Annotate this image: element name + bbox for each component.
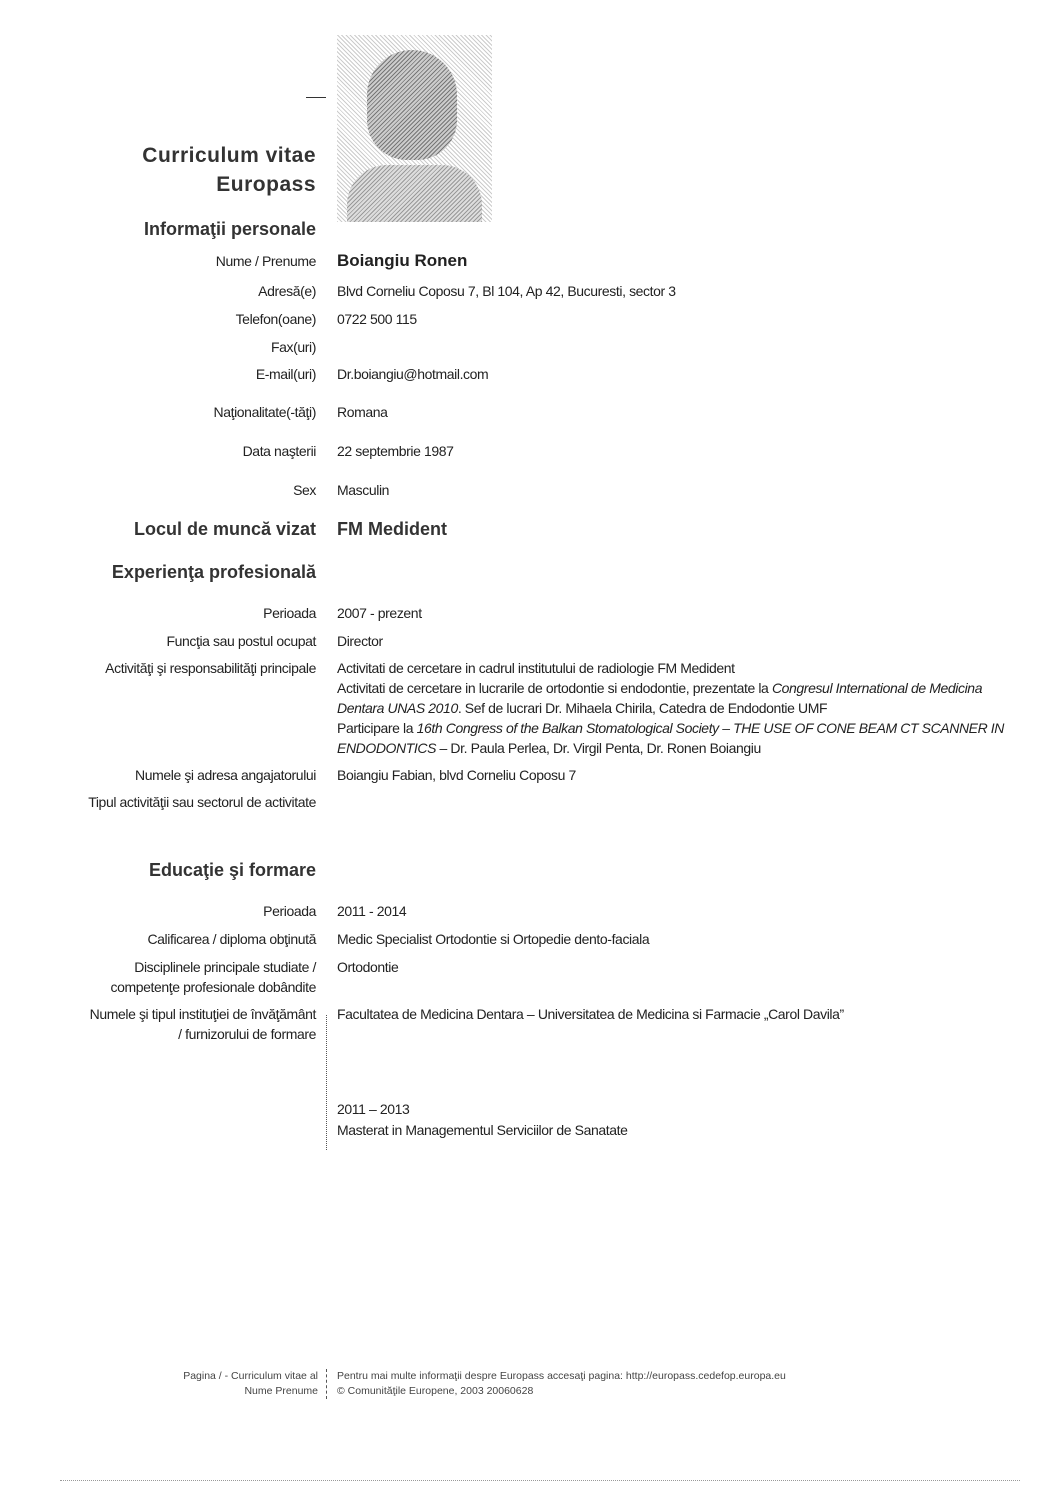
label-address: Adresă(e) [258,283,316,299]
label-institution [90,1004,316,1044]
value-position: Director [337,633,383,649]
label-institution-2: / furnizorului de formare [178,1026,316,1042]
activity-3-congress: 16th Congress of the Balkan Stomatological Society – THE USE OF CONE BEAM CT SCANNER IN ENDODONTICS [337,720,1004,756]
value-exp-period: 2007 - prezent [337,605,422,621]
value-edu-period: 2011 - 2014 [337,903,407,919]
label-exp-period: Perioada [263,605,316,621]
label-activities: Activităţi şi responsabilităţi principale [105,660,316,676]
value-job: FM Medident [337,519,447,539]
value-disciplines: Ortodontie [337,959,399,975]
value-sex: Masculin [337,482,390,498]
section-education: Educaţie şi formare [148,860,316,880]
activity-3 [337,718,1017,758]
activity-3-authors: – Dr. Paula Perlea, Dr. Virgil Penta, Dr. Ronen Boiangiu [436,740,761,756]
value-nationality: Romana [337,404,388,420]
value-address: Blvd Corneliu Coposu 7, Bl 104, Ap 42, Bucuresti, sector 3 [337,283,676,299]
value-phone: 0722 500 115 [337,311,417,327]
profile-photo [337,35,492,222]
footer-right [337,1369,786,1399]
label-sector: Tipul activităţii sau sectorul de activitate [88,794,316,810]
value-email[interactable]: Dr.boiangiu@hotmail.com [337,366,489,382]
label-disciplines-2: competenţe profesionale dobândite [110,979,316,995]
footer-info-link[interactable]: Pentru mai multe informaţii despre Europass accesaţi pagina: http://europass.cedefop.europa.eu [337,1370,786,1382]
column-divider [326,1015,327,1150]
value-period-2: 2011 – 2013 [337,1101,410,1117]
cv-subtitle: Europass [216,173,316,196]
section-experience: Experienţa profesională [111,562,316,582]
activity-2-text: Activitati de cercetare in lucrarile de ortodontie si endodontie, prezentate la [337,680,772,696]
label-qualification: Calificarea / diploma obţinută [147,931,316,947]
section-personal: Informaţii personale [143,219,316,239]
label-fax: Fax(uri) [270,339,316,355]
divider [306,97,326,98]
value-qualification-2: Masterat in Managementul Serviciilor de Sanatate [337,1122,628,1138]
label-disciplines-1: Disciplinele principale studiate / [134,959,316,975]
label-disciplines [110,957,316,997]
label-position: Funcţia sau postul ocupat [166,633,316,649]
activity-2-congress: Congresul International de Medicina Dentara UNAS 2010 [337,680,983,716]
label-employer: Numele şi adresa angajatorului [135,767,316,783]
footer-page: Pagina / - Curriculum vitae al [183,1370,318,1382]
label-edu-period: Perioada [263,903,316,919]
value-activities [337,658,1017,758]
activity-2-rest: . Sef de lucrari Dr. Mihaela Chirila, Catedra de Endodontie UMF [457,700,828,716]
activity-2 [337,678,1017,718]
value-institution: Facultatea de Medicina Dentara – Universitatea de Medicina si Farmacie „Carol Davila” [337,1006,844,1022]
label-institution-1: Numele şi tipul instituţiei de învăţământ [89,1006,316,1022]
activity-3-text: Participare la [337,720,417,736]
value-birthdate: 22 septembrie 1987 [337,443,454,459]
scan-edge [60,1480,1020,1481]
footer-name: Nume Prenume [244,1385,318,1397]
activity-1: Activitati de cercetare in cadrul institutului de radiologie FM Medident [337,660,735,676]
label-phone: Telefon(oane) [235,311,316,327]
label-birthdate: Data naşterii [242,443,316,459]
value-qualification: Medic Specialist Ortodontie si Ortopedie dento-faciala [337,931,650,947]
value-name: Boiangiu Ronen [337,251,468,270]
value-employer: Boiangiu Fabian, blvd Corneliu Coposu 7 [337,767,576,783]
label-email: E-mail(uri) [255,366,316,382]
label-name: Nume / Prenume [215,253,316,269]
footer-copyright: © Comunităţile Europene, 2003 20060628 [337,1385,534,1397]
label-nationality: Naţionalitate(-tăţi) [213,404,316,420]
footer-divider [326,1369,327,1399]
section-job: Locul de muncă vizat [133,519,316,539]
cv-title: Curriculum vitae [142,144,316,167]
footer-left [183,1369,318,1399]
label-sex: Sex [293,482,316,498]
